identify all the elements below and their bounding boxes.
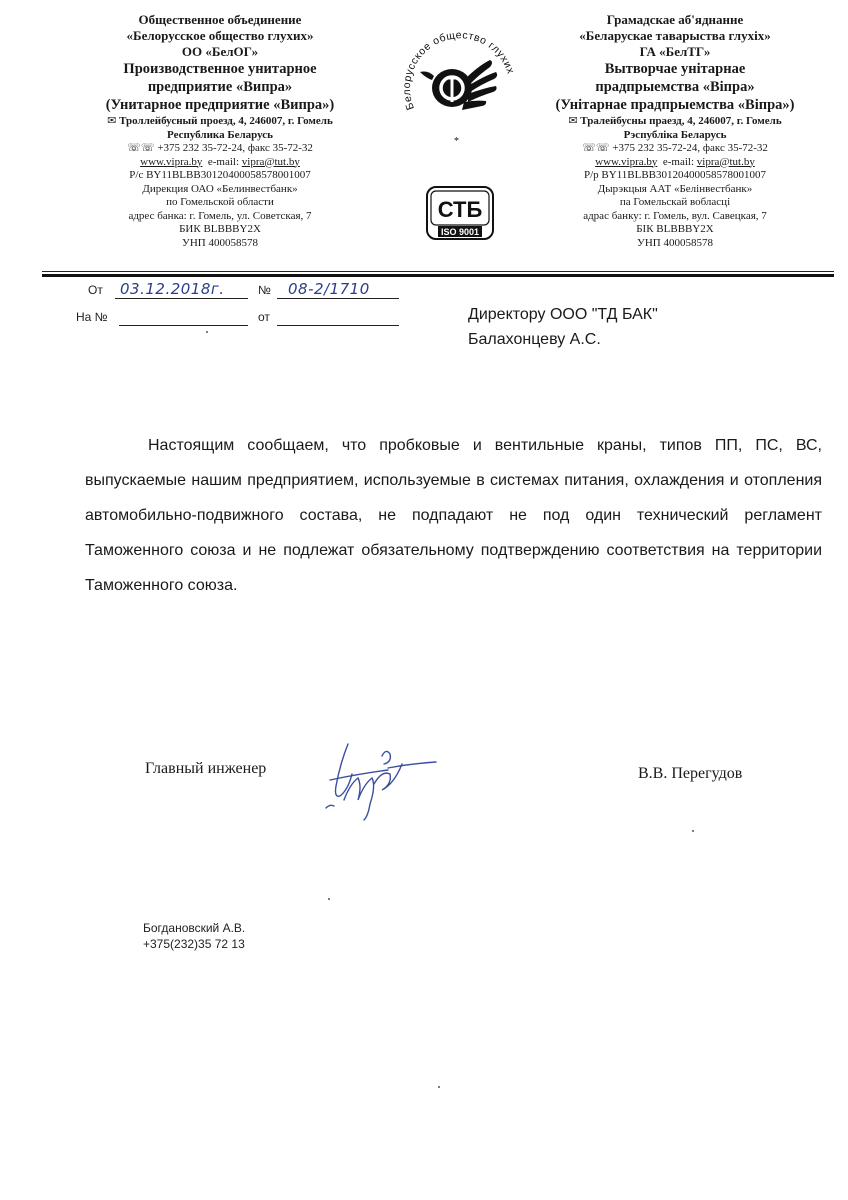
org-name-full-by: «Беларускае таварыства глухіх» (579, 28, 771, 43)
stb-iso-certification-mark (426, 186, 494, 240)
phone-line-by (520, 142, 830, 156)
hand-emblem-icon (420, 60, 497, 110)
website-link-by[interactable]: www.vipra.by (595, 155, 658, 168)
envelope-icon: ✉ (568, 115, 581, 127)
bank-address-by: адрас банку: г. Гомель, вул. Савецкая, 7 (583, 209, 767, 222)
number-line (277, 298, 399, 299)
phone-icon: ☏☏ (127, 142, 158, 154)
executor-phone: +375(232)35 72 13 (143, 937, 245, 951)
bank-region-by: па Гомельскай вобласці (619, 196, 731, 208)
addressee-name: Балахонцеву А.С. (468, 331, 601, 348)
star-mark: * (454, 136, 459, 146)
bank-account-by: Р/р BY11BLBB30120400058578001007 (583, 169, 767, 181)
outgoing-date: 03.12.2018г. (120, 280, 225, 298)
country: Республика Беларусь (167, 129, 273, 141)
phone-icon: ☏☏ (582, 142, 613, 154)
org-short-name: ОО «БелОГ» (181, 44, 259, 59)
handwritten-signature (318, 734, 438, 824)
web-line (70, 156, 370, 170)
email-link[interactable]: vipra@tut.by (241, 155, 300, 168)
executor-block (143, 920, 245, 952)
header-divider-thin (42, 271, 834, 272)
enterprise-name-cont-by: прадпрыемства «Віпра» (595, 79, 755, 95)
address-line (70, 114, 370, 128)
country-by: Рэспубліка Беларусь (623, 129, 727, 141)
enterprise-short-name: (Унитарное предприятие «Випра») (105, 97, 335, 113)
reply-number-line (119, 325, 248, 326)
society-emblem (398, 16, 522, 146)
enterprise-name-by: Вытворчае унітарнае (604, 61, 746, 77)
reply-date-line (277, 325, 399, 326)
enterprise-short-name-by: (Унітарнае прадпрыемства «Віпра») (555, 97, 795, 113)
scan-speck (328, 898, 330, 900)
phone-text-by: +375 232 35-72-24, факс 35-72-32 (612, 142, 768, 154)
enterprise-name: Производственное унитарное (123, 61, 317, 77)
website-link[interactable]: www.vipra.by (140, 155, 203, 168)
email-label: e-mail: (207, 155, 240, 168)
bic-code-by: БІК BLBBBY2X (636, 223, 714, 235)
signatory-title: Главный инженер (145, 760, 267, 777)
outgoing-number: 08-2/1710 (288, 280, 370, 298)
unp-code-by: УНП 400058578 (637, 236, 713, 249)
addressee-position: Директору ООО "ТД БАК" (468, 306, 658, 323)
number-label: № (258, 283, 271, 297)
enterprise-name-cont: предприятие «Випра» (147, 79, 293, 95)
web-line-by (520, 156, 830, 170)
phone-line (70, 142, 370, 156)
email-label-by: e-mail: (662, 155, 695, 168)
letterhead-left (70, 12, 370, 250)
email-link-by[interactable]: vipra@tut.by (696, 155, 755, 168)
envelope-icon: ✉ (107, 115, 120, 127)
date-line (115, 298, 248, 299)
letterhead-right (520, 12, 830, 250)
stb-mark-text: СТБ (437, 197, 483, 222)
header-divider-thick (42, 274, 834, 277)
bank-address: адрес банка: г. Гомель, ул. Советская, 7 (128, 209, 312, 222)
address-line-by (520, 114, 830, 128)
letter-body-paragraph: Настоящим сообщаем, что пробковые и вентильные краны, типов ПП, ПС, ВС, выпускаемые нашим предприятием, используемые в системах питания, охлаждения и отопления автомобильно-подвижного состава, не подпадают не под один технический регламент Таможенного союза и не подлежат обязательному подтверждению соответствия на территории Таможенного союза. (85, 437, 822, 594)
org-name-by: Грамадскае аб'яднанне (606, 12, 744, 27)
emblem-arc-text: Белорусское общество глухих (400, 29, 517, 112)
org-short-name-by: ГА «БелТГ» (639, 44, 711, 59)
from-label: От (88, 283, 103, 297)
iso-9001-label: ISO 9001 (440, 227, 480, 237)
bank-account: Р/с BY11BLBB30120400058578001007 (129, 169, 311, 181)
scan-speck (438, 1086, 440, 1088)
bic-code: БИК BLBBBY2X (179, 223, 261, 235)
bank-name: Дирекция ОАО «Белинвестбанк» (142, 182, 298, 195)
bank-name-by: Дырэкцыя ААТ «Белінвестбанк» (597, 182, 753, 195)
scan-speck (206, 331, 208, 333)
phone-text: +375 232 35-72-24, факс 35-72-32 (157, 142, 313, 154)
executor-name: Богдановский А.В. (143, 921, 246, 935)
address-text: Троллейбусный проезд, 4, 246007, г. Гомель (119, 115, 333, 127)
org-name: Общественное объединение (138, 12, 302, 27)
bank-region: по Гомельской области (166, 196, 274, 208)
unp-code: УНП 400058578 (182, 236, 258, 249)
scan-speck (692, 830, 694, 832)
reply-to-number-label: На № (76, 310, 108, 324)
signatory-name: В.В. Перегудов (638, 765, 743, 782)
addressee-block (468, 302, 658, 352)
reply-date-label: от (258, 310, 270, 324)
address-text-by: Тралейбусны праезд, 4, 246007, г. Гомель (580, 115, 782, 127)
org-name-full: «Белорусское общество глухих» (126, 28, 314, 43)
